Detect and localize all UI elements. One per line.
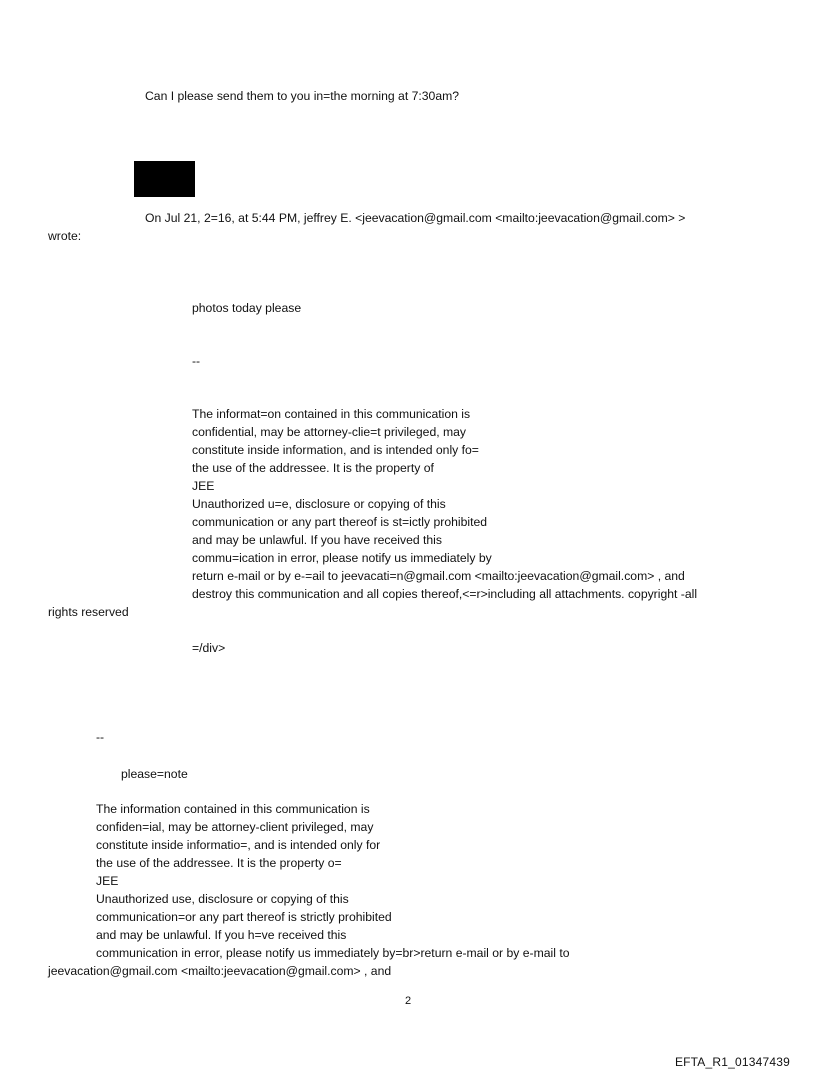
quoted-header-wrap: wrote: [48, 229, 82, 243]
quoted-message: photos today please [192, 301, 302, 315]
quoted-disclaimer-line: Unauthorized u=e, disclosure or copying of this [192, 497, 446, 511]
quoted-disclaimer-line: destroy this communication and all copies thereof,<=r>including all attachments. copyright -all [192, 587, 698, 601]
quoted-signature-separator: -- [192, 354, 201, 368]
quoted-disclaimer-line: constitute inside information, and is intended only fo= [192, 443, 479, 457]
disclaimer-line: constitute inside informatio=, and is intended only for [96, 838, 381, 852]
quoted-disclaimer-line: confidential, may be attorney-clie=t privileged, may [192, 425, 467, 439]
redaction-box [134, 161, 195, 197]
signature-note: please=note [121, 767, 188, 781]
quoted-disclaimer-line: return e-mail or by e-=ail to jeevacati=n@gmail.com <mailto:jeevacation@gmail.com> , and [192, 569, 685, 583]
quoted-disclaimer-line: communication or any part thereof is st=ictly prohibited [192, 515, 488, 529]
quoted-disclaimer-line: the use of the addressee. It is the property of [192, 461, 434, 475]
disclaimer-line: communication=or any part thereof is strictly prohibited [96, 910, 392, 924]
quoted-disclaimer-line: The informat=on contained in this communication is [192, 407, 471, 421]
page-number: 2 [404, 995, 412, 1007]
disclaimer-line: The information contained in this communication is [96, 802, 370, 816]
signature-separator: -- [96, 730, 105, 744]
disclaimer-line: communication in error, please notify us immediately by=br>return e-mail or by e-mail to [96, 946, 570, 960]
document-id: EFTA_R1_01347439 [674, 1055, 790, 1069]
disclaimer-line: JEE [96, 874, 119, 888]
disclaimer-line: Unauthorized use, disclosure or copying of this [96, 892, 349, 906]
quoted-disclaimer-wrap: rights reserved [48, 605, 129, 619]
disclaimer-line: and may be unlawful. If you h=ve received this [96, 928, 347, 942]
quoted-header-line: On Jul 21, 2=16, at 5:44 PM, jeffrey E. <jeevacation@gmail.com <mailto:jeevacation@gmail.com> > [145, 211, 686, 225]
quoted-disclaimer-line: and may be unlawful. If you have received this [192, 533, 442, 547]
disclaimer-wrap: jeevacation@gmail.com <mailto:jeevacation@gmail.com> , and [48, 964, 392, 978]
quoted-disclaimer-line: commu=ication in error, please notify us immediately by [192, 551, 492, 565]
disclaimer-line: the use of the addressee. It is the property o= [96, 856, 342, 870]
reply-text: Can I please send them to you in=the morning at 7:30am? [145, 89, 460, 103]
quoted-disclaimer-line: JEE [192, 479, 215, 493]
quoted-div-tail: =/div> [192, 641, 226, 655]
disclaimer-line: confiden=ial, may be attorney-client privileged, may [96, 820, 374, 834]
